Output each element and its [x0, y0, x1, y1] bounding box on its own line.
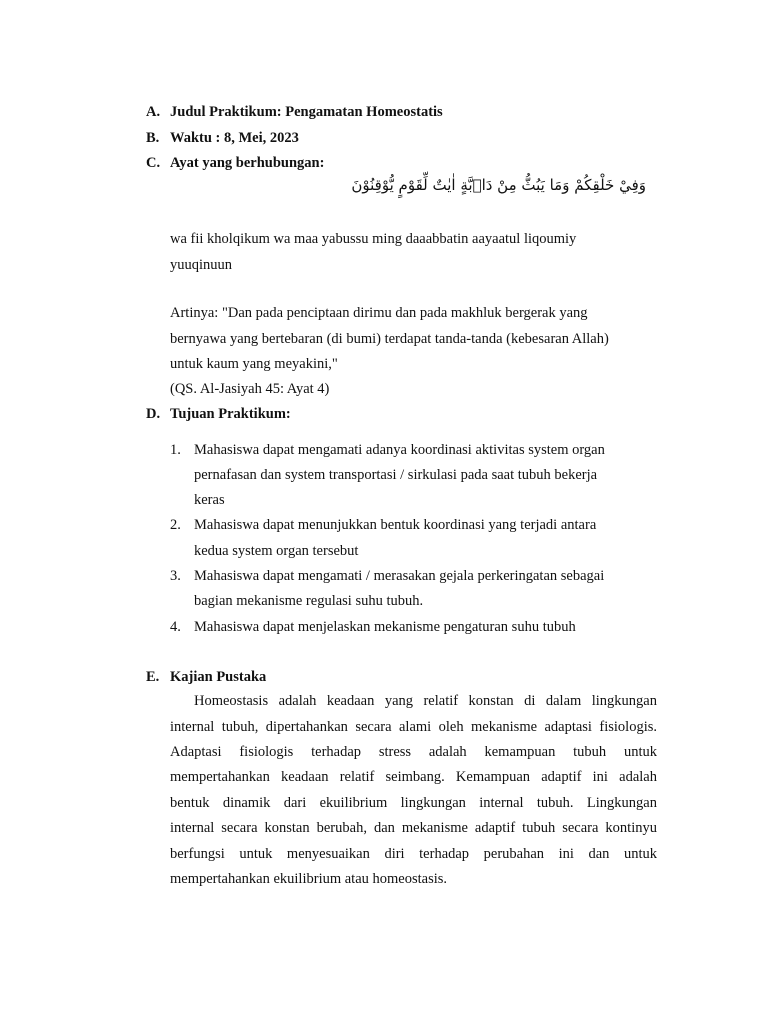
section-a-letter: A. — [146, 104, 161, 120]
section-c-letter: C. — [146, 155, 161, 171]
kajian-line-2: internal tubuh, dipertahankan secara alami oleh mekanisme adaptasi fisiologis. — [170, 719, 657, 735]
tujuan-item-1-line-1: Mahasiswa dapat mengamati adanya koordinasi aktivitas system organ — [194, 442, 605, 458]
kajian-line-5: bentuk dinamik dari ekuilibrium lingkungan internal tubuh. Lingkungan — [170, 795, 657, 811]
tujuan-item-1-number: 1. — [170, 442, 181, 458]
tujuan-item-3-line-1: Mahasiswa dapat mengamati / merasakan gejala perkeringatan sebagai — [194, 568, 605, 584]
ayat-latin-line-2: yuuqinuun — [170, 257, 233, 273]
ayat-latin-line-1: wa fii kholqikum wa maa yabussu ming daaabbatin aayaatul liqoumiy — [170, 231, 577, 247]
tujuan-item-2-number: 2. — [170, 517, 181, 533]
tujuan-item-1-line-2: pernafasan dan system transportasi / sirkulasi pada saat tubuh bekerja — [194, 467, 598, 483]
section-e-letter: E. — [146, 669, 160, 685]
tujuan-item-3-line-2: bagian mekanisme regulasi suhu tubuh. — [194, 593, 424, 609]
section-a-title: Judul Praktikum: Pengamatan Homeostatis — [170, 104, 443, 120]
ayat-artinya-line-3: untuk kaum yang meyakini," — [170, 356, 338, 372]
section-c-title: Ayat yang berhubungan: — [170, 155, 325, 171]
ayat-artinya-line-2: bernyawa yang bertebaran (di bumi) terdapat tanda-tanda (kebesaran Allah) — [170, 331, 609, 347]
tujuan-item-2-line-2: kedua system organ tersebut — [194, 543, 359, 559]
section-b-title: Waktu : 8, Mei, 2023 — [170, 130, 299, 146]
tujuan-item-3-number: 3. — [170, 568, 181, 584]
tujuan-item-2-line-1: Mahasiswa dapat menunjukkan bentuk koordinasi yang terjadi antara — [194, 517, 597, 533]
tujuan-item-4-number: 4. — [170, 619, 181, 635]
kajian-line-3: Adaptasi fisiologis terhadap stress adalah kemampuan tubuh untuk — [170, 744, 657, 760]
ayat-source: (QS. Al-Jasiyah 45: Ayat 4) — [170, 381, 330, 397]
kajian-line-6: internal secara konstan berubah, dan mekanisme adaptif tubuh secara kontinyu — [170, 820, 657, 836]
ayat-artinya-line-1: Artinya: "Dan pada penciptaan dirimu dan pada makhluk bergerak yang — [170, 305, 588, 321]
kajian-line-1: Homeostasis adalah keadaan yang relatif konstan di dalam lingkungan — [194, 693, 657, 709]
section-d-title: Tujuan Praktikum: — [170, 406, 291, 422]
section-b-letter: B. — [146, 130, 160, 146]
section-e-title: Kajian Pustaka — [170, 669, 267, 685]
kajian-line-7: berfungsi untuk menyesuaikan diri terhadap perubahan ini dan untuk — [170, 846, 657, 862]
ayat-arabic: وَفِيْ خَلْقِكُمْ وَمَا يَبُثُّ مِنْ دَاۤبَّةٍ اٰيٰتٌ لِّقَوْمٍ يُّوْقِنُوْنَ — [351, 176, 646, 194]
tujuan-item-4-line-1: Mahasiswa dapat menjelaskan mekanisme pengaturan suhu tubuh — [194, 619, 576, 635]
kajian-line-8: mempertahankan ekuilibrium atau homeostasis. — [170, 871, 448, 887]
tujuan-item-1-line-3: keras — [194, 492, 225, 508]
kajian-line-4: mempertahankan keadaan relatif seimbang. Kemampuan adaptif ini adalah — [170, 769, 657, 785]
section-d-letter: D. — [146, 406, 161, 422]
